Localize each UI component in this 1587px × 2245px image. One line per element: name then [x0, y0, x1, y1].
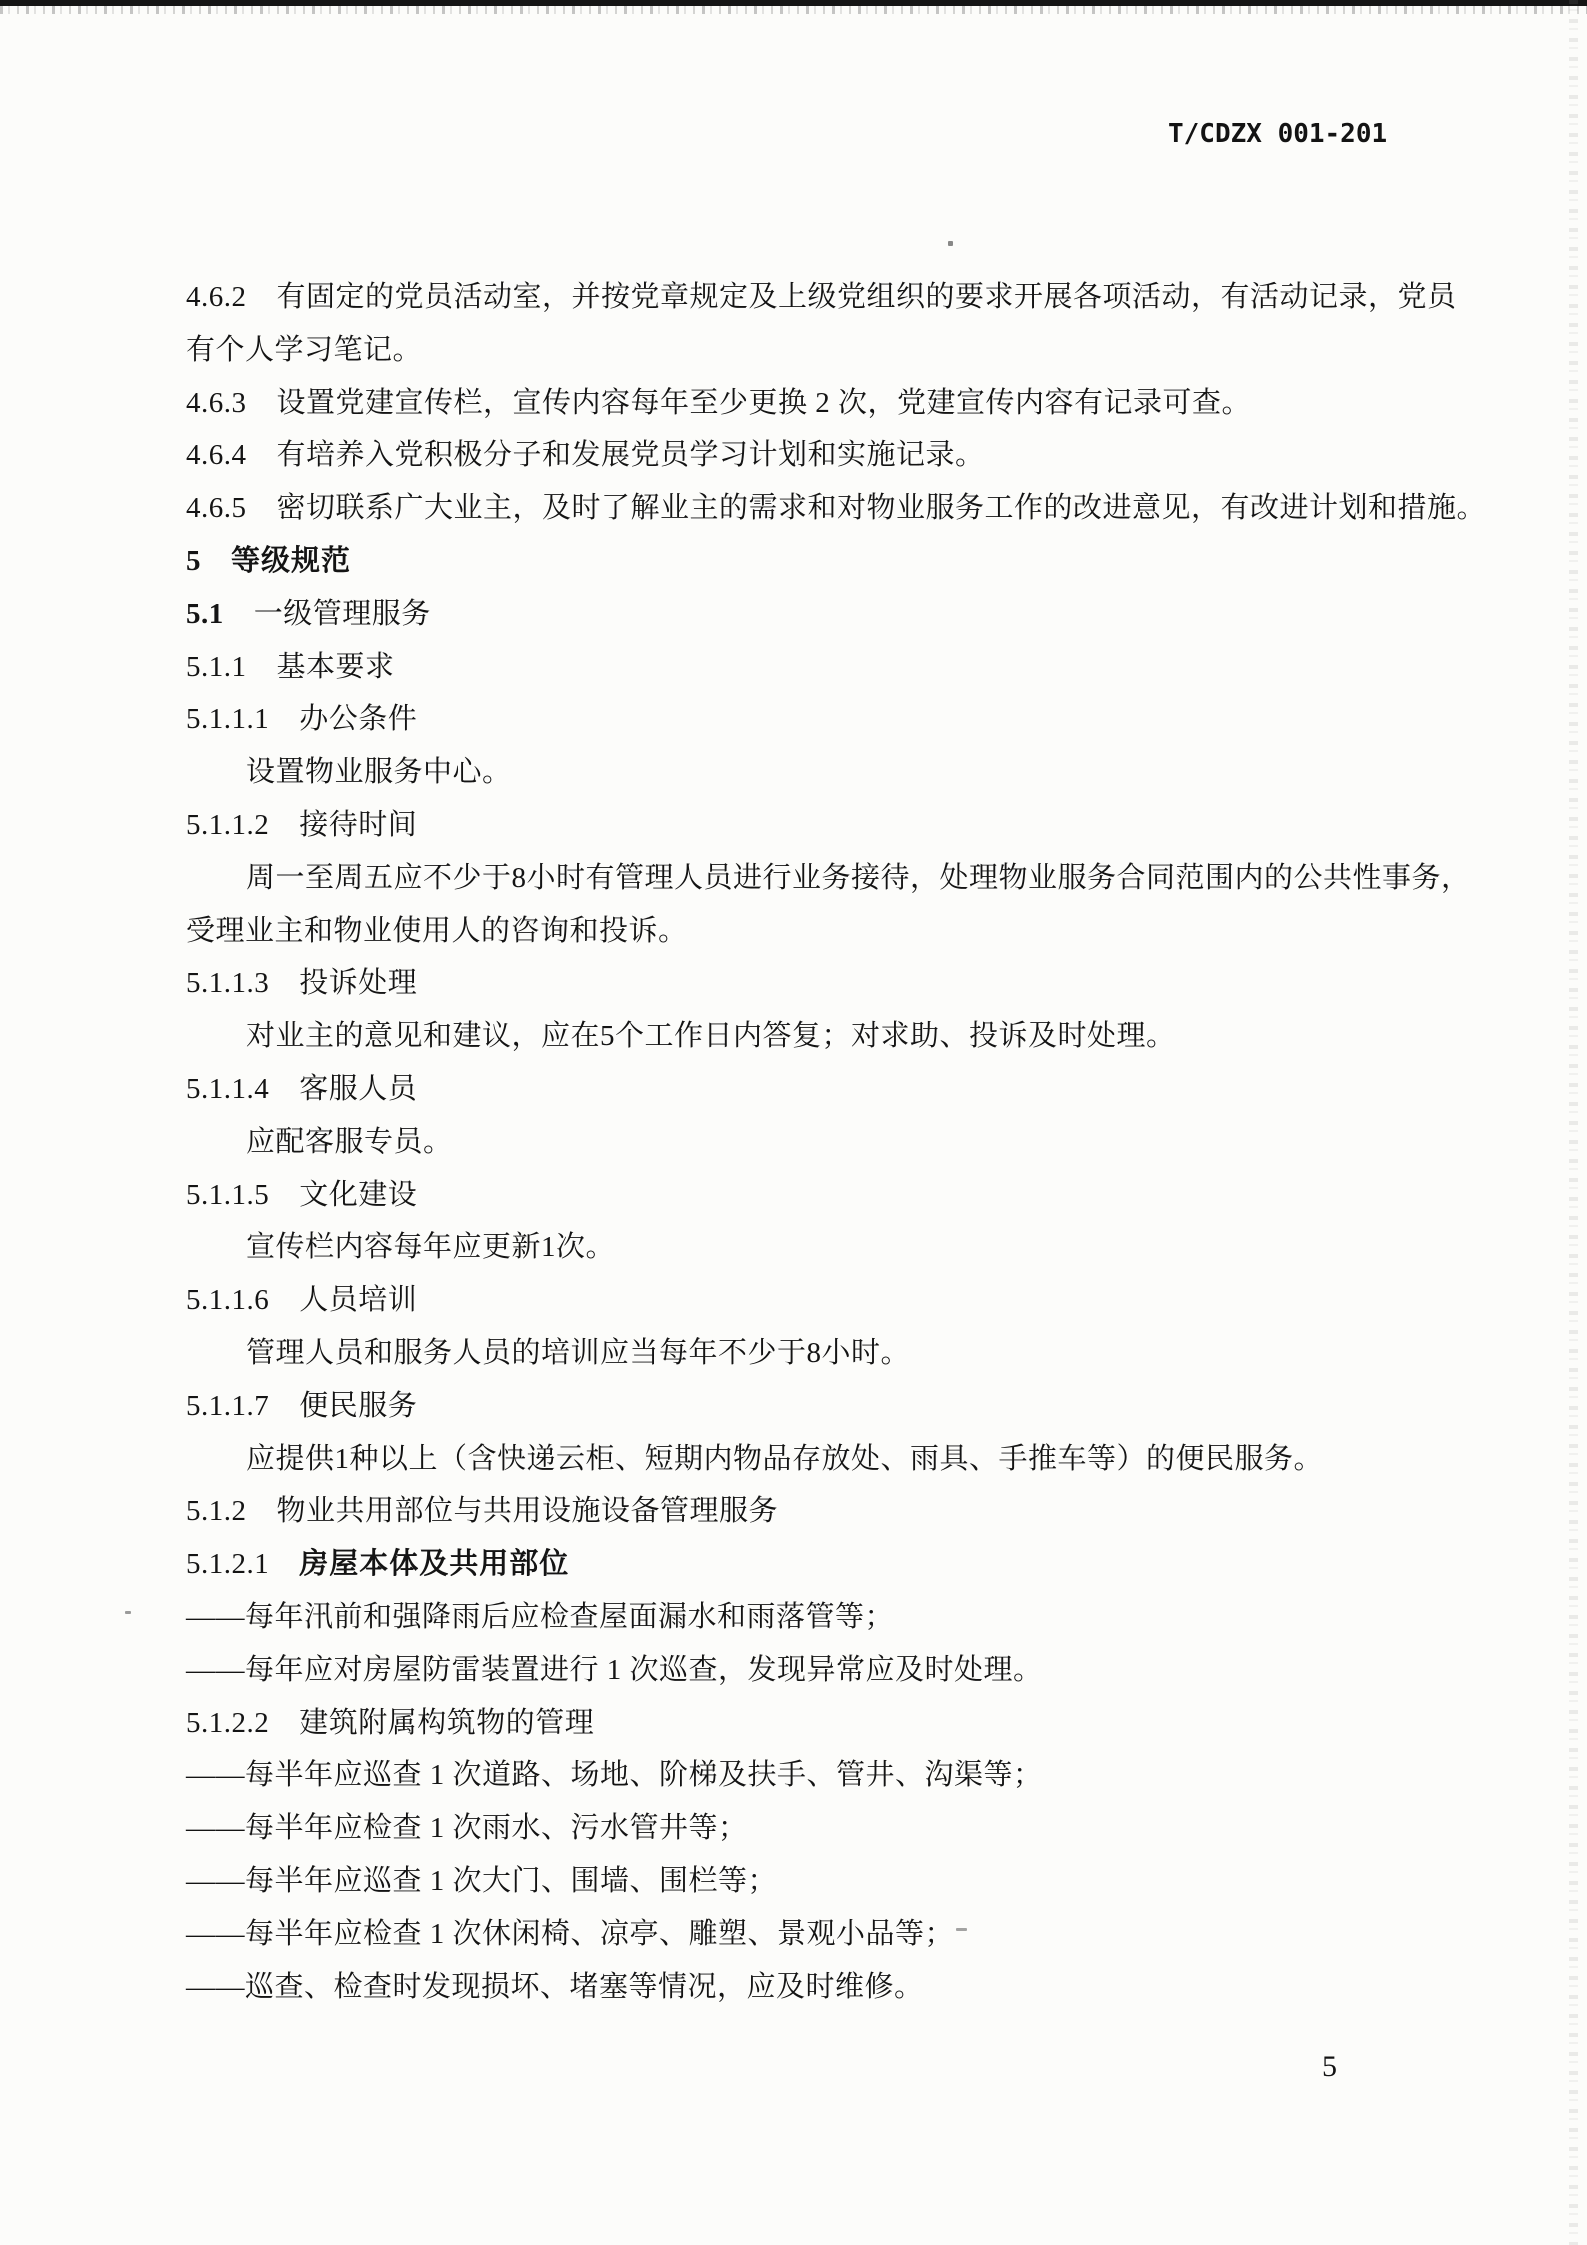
standard-code-header: T/CDZX 001-201	[1168, 119, 1388, 149]
line-text: ——每年汛前和强降雨后应检查屋面漏水和雨落管等；	[186, 1600, 895, 1633]
list-dash-line	[186, 1802, 1400, 1855]
line-text: 密切联系广大业主，及时了解业主的需求和对物业服务工作的改进意见，有改进计划和措施。	[276, 492, 1487, 525]
numbered-line	[186, 799, 1400, 852]
line-text: 便民服务	[299, 1389, 418, 1422]
line-text: 等级规范	[231, 544, 352, 577]
line-text: 投诉处理	[299, 967, 418, 1000]
line-text: 房屋本体及共用部位	[299, 1548, 570, 1581]
line-text: ——每半年应检查 1 次雨水、污水管井等；	[186, 1812, 748, 1845]
line-text: 周一至周五应不少于8小时有管理人员进行业务接待，处理物业服务合同范围内的公共性事务，	[246, 861, 1471, 894]
line-text: 应提供1种以上（含快递云柜、短期内物品存放处、雨具、手推车等）的便民服务。	[246, 1442, 1324, 1475]
line-text: 文化建设	[299, 1178, 418, 1211]
section-number: 5.1.1	[186, 650, 247, 683]
list-dash-line	[186, 1855, 1400, 1908]
line-text: 宣传栏内容每年应更新1次。	[246, 1231, 616, 1264]
numbered-line	[186, 1485, 1400, 1538]
line-text: 基本要求	[276, 650, 395, 683]
section-number: 5.1.2	[186, 1495, 247, 1528]
paragraph-line	[186, 746, 1400, 799]
section-number: 5.1.2.2	[186, 1706, 270, 1739]
line-text: 受理业主和物业使用人的咨询和投诉。	[186, 914, 688, 947]
line-text: 一级管理服务	[253, 597, 431, 630]
numbered-line	[186, 482, 1487, 535]
section-number: 5.1.2.1	[186, 1548, 270, 1581]
list-dash-line	[186, 1908, 1400, 1961]
line-text: 建筑附属构筑物的管理	[299, 1706, 595, 1739]
line-text: 设置物业服务中心。	[246, 756, 512, 789]
numbered-line	[186, 377, 1400, 430]
numbered-line	[186, 1274, 1400, 1327]
numbered-line	[186, 957, 1400, 1010]
paragraph-line	[186, 1116, 1400, 1169]
line-text: ——每年应对房屋防雷装置进行 1 次巡查，发现异常应及时处理。	[186, 1653, 1043, 1686]
numbered-line	[186, 1697, 1400, 1750]
section-number: 4.6.3	[186, 386, 247, 419]
line-text: 有固定的党员活动室，并按党章规定及上级党组织的要求开展各项活动，有活动记录，党员	[276, 281, 1457, 313]
numbered-line	[186, 693, 1400, 746]
section-number: 4.6.4	[186, 439, 247, 472]
line-text: 管理人员和服务人员的培训应当每年不少于8小时。	[246, 1336, 911, 1369]
list-dash-line	[186, 1644, 1400, 1697]
paragraph-line	[186, 1221, 1400, 1274]
line-text: ——每半年应检查 1 次休闲椅、凉亭、雕塑、景观小品等；	[186, 1917, 955, 1950]
numbered-line	[186, 641, 1400, 694]
line-text: 客服人员	[299, 1072, 418, 1105]
line-text: 有个人学习笔记。	[186, 333, 423, 366]
scan-speck	[948, 241, 953, 246]
scan-right-edge-noise	[1569, 0, 1578, 2245]
numbered-line	[186, 429, 1400, 482]
section-heading-line	[186, 1538, 1400, 1591]
list-dash-line	[186, 1961, 1400, 2014]
paragraph-line	[186, 905, 1400, 958]
line-text: 有培养入党积极分子和发展党员学习计划和实施记录。	[276, 439, 985, 472]
line-text: ——巡查、检查时发现损坏、堵塞等情况，应及时维修。	[186, 1970, 924, 2003]
paragraph-line	[186, 1433, 1400, 1486]
paragraph-line	[186, 1010, 1400, 1063]
section-number: 5.1.1.4	[186, 1072, 270, 1105]
list-dash-line	[186, 1591, 1400, 1644]
line-text: 办公条件	[299, 703, 418, 736]
line-text: ——每半年应巡查 1 次大门、围墙、围栏等；	[186, 1864, 778, 1897]
section-number: 5.1.1.2	[186, 808, 270, 841]
line-text: 应配客服专员。	[246, 1125, 453, 1158]
line-text: 人员培训	[299, 1284, 418, 1317]
numbered-line	[186, 1380, 1400, 1433]
page-number: 5	[1322, 2050, 1337, 2083]
line-text: 接待时间	[299, 808, 418, 841]
paragraph-line	[186, 852, 1471, 905]
document-body	[186, 271, 1487, 2013]
section-number: 5.1.1.5	[186, 1178, 270, 1211]
section-number: 5.1	[186, 597, 224, 630]
line-text: ——每半年应巡查 1 次道路、场地、阶梯及扶手、管井、沟渠等；	[186, 1759, 1043, 1792]
numbered-line	[186, 1169, 1400, 1222]
numbered-line	[186, 588, 1400, 641]
numbered-line	[186, 271, 1457, 324]
section-number: 5	[186, 544, 201, 577]
line-text: 物业共用部位与共用设施设备管理服务	[276, 1495, 779, 1528]
list-dash-line	[186, 1749, 1400, 1802]
paragraph-line	[186, 1327, 1400, 1380]
section-number: 5.1.1.7	[186, 1389, 270, 1422]
section-heading-line	[186, 535, 1400, 588]
scan-speck	[125, 1611, 131, 1614]
section-number: 5.1.1.1	[186, 703, 270, 736]
line-text: 对业主的意见和建议，应在5个工作日内答复；对求助、投诉及时处理。	[246, 1020, 1176, 1053]
section-number: 5.1.1.6	[186, 1284, 270, 1317]
section-number: 4.6.5	[186, 492, 247, 525]
section-number: 4.6.2	[186, 281, 247, 313]
section-number: 5.1.1.3	[186, 967, 270, 1000]
paragraph-line	[186, 324, 1400, 377]
line-text: 设置党建宣传栏，宣传内容每年至少更换 2 次，党建宣传内容有记录可查。	[276, 386, 1252, 419]
numbered-line	[186, 1063, 1400, 1116]
scan-top-noise-artifact	[0, 6, 1587, 14]
